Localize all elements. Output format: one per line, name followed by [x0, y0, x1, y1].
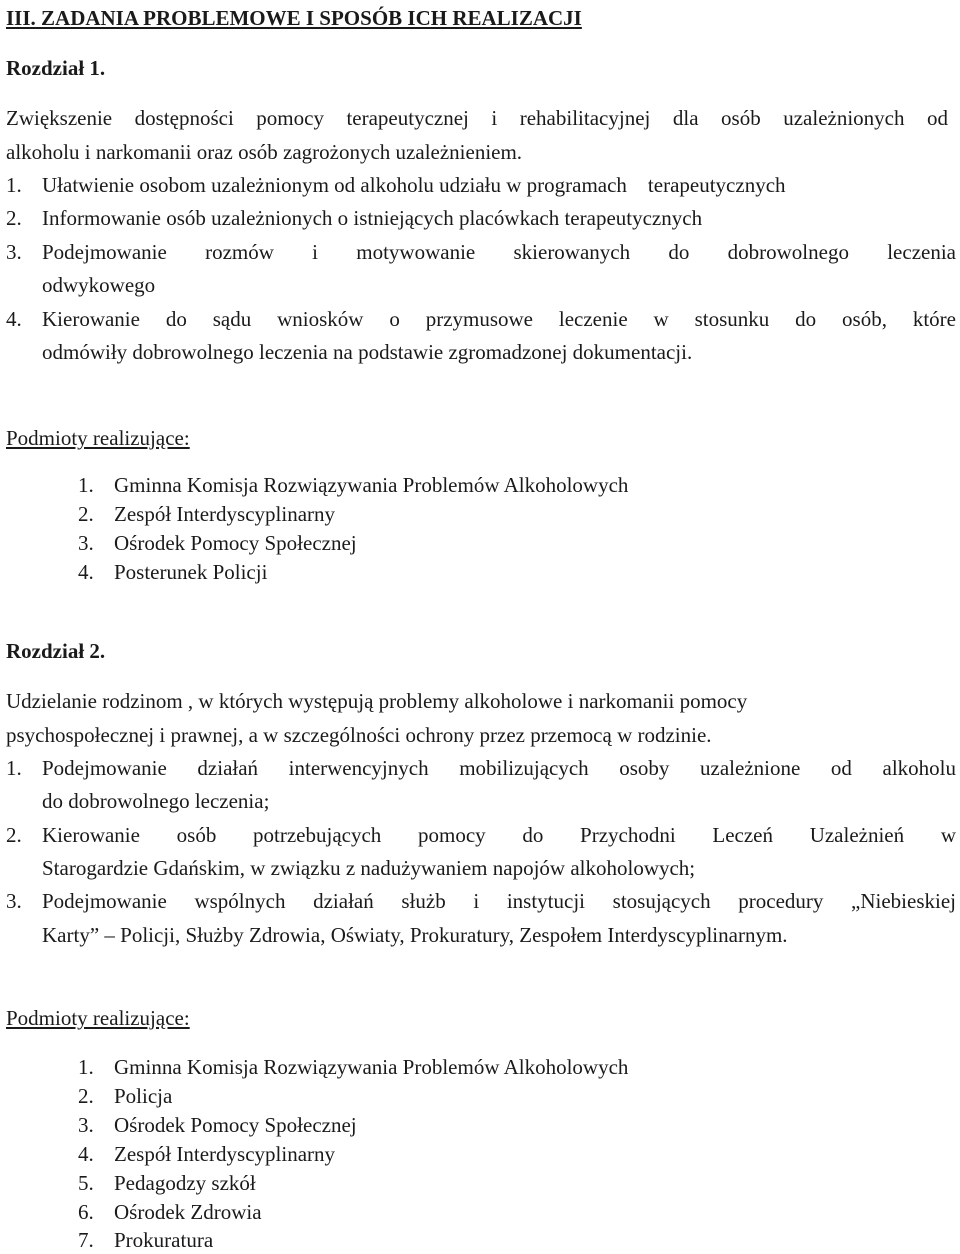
- chapter-2-intro-line-1: Udzielanie rodzinom , w których występują problemy alkoholowe i narkomanii pomocy: [6, 689, 748, 713]
- entity-number: 7.: [78, 1228, 94, 1252]
- entity-number: 5.: [78, 1171, 94, 1195]
- entity-number: 1.: [78, 1055, 94, 1079]
- entity-text: Prokuratura: [114, 1228, 214, 1252]
- entity-text: Ośrodek Pomocy Społecznej: [114, 531, 357, 555]
- chapter-2-title: Rozdział 2.: [6, 639, 106, 663]
- chapter-2-entities-heading: Podmioty realizujące:: [6, 1006, 190, 1030]
- task-text-continuation: do dobrowolnego leczenia;: [42, 789, 270, 813]
- task-number: 2.: [6, 206, 22, 230]
- task-text-continuation: odwykowego: [42, 273, 156, 297]
- task-text-continuation: Karty” – Policji, Służby Zdrowia, Oświaty, Prokuratury, Zespołem Interdyscyplinarnym.: [42, 923, 788, 947]
- entity-number: 4.: [78, 560, 94, 584]
- task-text: Podejmowanie wspólnych działań służb i instytucji stosujących procedury „Niebieskiej: [42, 889, 956, 913]
- entity-number: 3.: [78, 531, 94, 555]
- entity-text: Zespół Interdyscyplinarny: [114, 1142, 336, 1166]
- entity-text: Pedagodzy szkół: [114, 1171, 256, 1195]
- entity-text: Gminna Komisja Rozwiązywania Problemów Alkoholowych: [114, 1055, 629, 1079]
- entity-number: 2.: [78, 502, 94, 526]
- chapter-2-intro-line-2: psychospołecznej i prawnej, a w szczególności ochrony przez przemocą w rodzinie.: [6, 723, 712, 747]
- entity-number: 4.: [78, 1142, 94, 1166]
- task-text: Informowanie osób uzależnionych o istniejących placówkach terapeutycznych: [42, 206, 703, 230]
- entity-number: 6.: [78, 1200, 94, 1224]
- task-number: 1.: [6, 173, 22, 197]
- task-number: 2.: [6, 823, 22, 847]
- task-number: 4.: [6, 307, 22, 331]
- section-heading: III. ZADANIA PROBLEMOWE I SPOSÓB ICH REALIZACJI: [6, 6, 582, 30]
- task-text-continuation: odmówiły dobrowolnego leczenia na podstawie zgromadzonej dokumentacji.: [42, 340, 693, 364]
- chapter-1-intro-line-2: alkoholu i narkomanii oraz osób zagrożonych uzależnieniem.: [6, 140, 523, 164]
- entity-text: Ośrodek Zdrowia: [114, 1200, 262, 1224]
- entity-number: 2.: [78, 1084, 94, 1108]
- task-text: Ułatwienie osobom uzależnionym od alkoholu udziału w programach terapeutycznych: [42, 173, 786, 197]
- entity-text: Ośrodek Pomocy Społecznej: [114, 1113, 357, 1137]
- entity-text: Policja: [114, 1084, 173, 1108]
- chapter-1-entities-heading: Podmioty realizujące:: [6, 426, 190, 450]
- chapter-1-intro-line-1: Zwiększenie dostępności pomocy terapeutycznej i rehabilitacyjnej dla osób uzależnionych od: [6, 106, 948, 130]
- task-text: Podejmowanie rozmów i motywowanie skierowanych do dobrowolnego leczenia: [42, 240, 956, 264]
- entity-text: Posterunek Policji: [114, 560, 268, 584]
- task-text: Kierowanie do sądu wniosków o przymusowe leczenie w stosunku do osób, które: [42, 307, 956, 331]
- task-number: 3.: [6, 240, 22, 264]
- entity-text: Zespół Interdyscyplinarny: [114, 502, 336, 526]
- entity-number: 1.: [78, 473, 94, 497]
- entity-text: Gminna Komisja Rozwiązywania Problemów Alkoholowych: [114, 473, 629, 497]
- chapter-1-title: Rozdział 1.: [6, 56, 106, 80]
- task-number: 1.: [6, 756, 22, 780]
- task-number: 3.: [6, 889, 22, 913]
- task-text: Kierowanie osób potrzebujących pomocy do Przychodni Leczeń Uzależnień w: [42, 823, 956, 847]
- task-text-continuation: Starogardzie Gdańskim, w związku z nadużywaniem napojów alkoholowych;: [42, 856, 696, 880]
- task-text: Podejmowanie działań interwencyjnych mobilizujących osoby uzależnione od alkoholu: [42, 756, 956, 780]
- entity-number: 3.: [78, 1113, 94, 1137]
